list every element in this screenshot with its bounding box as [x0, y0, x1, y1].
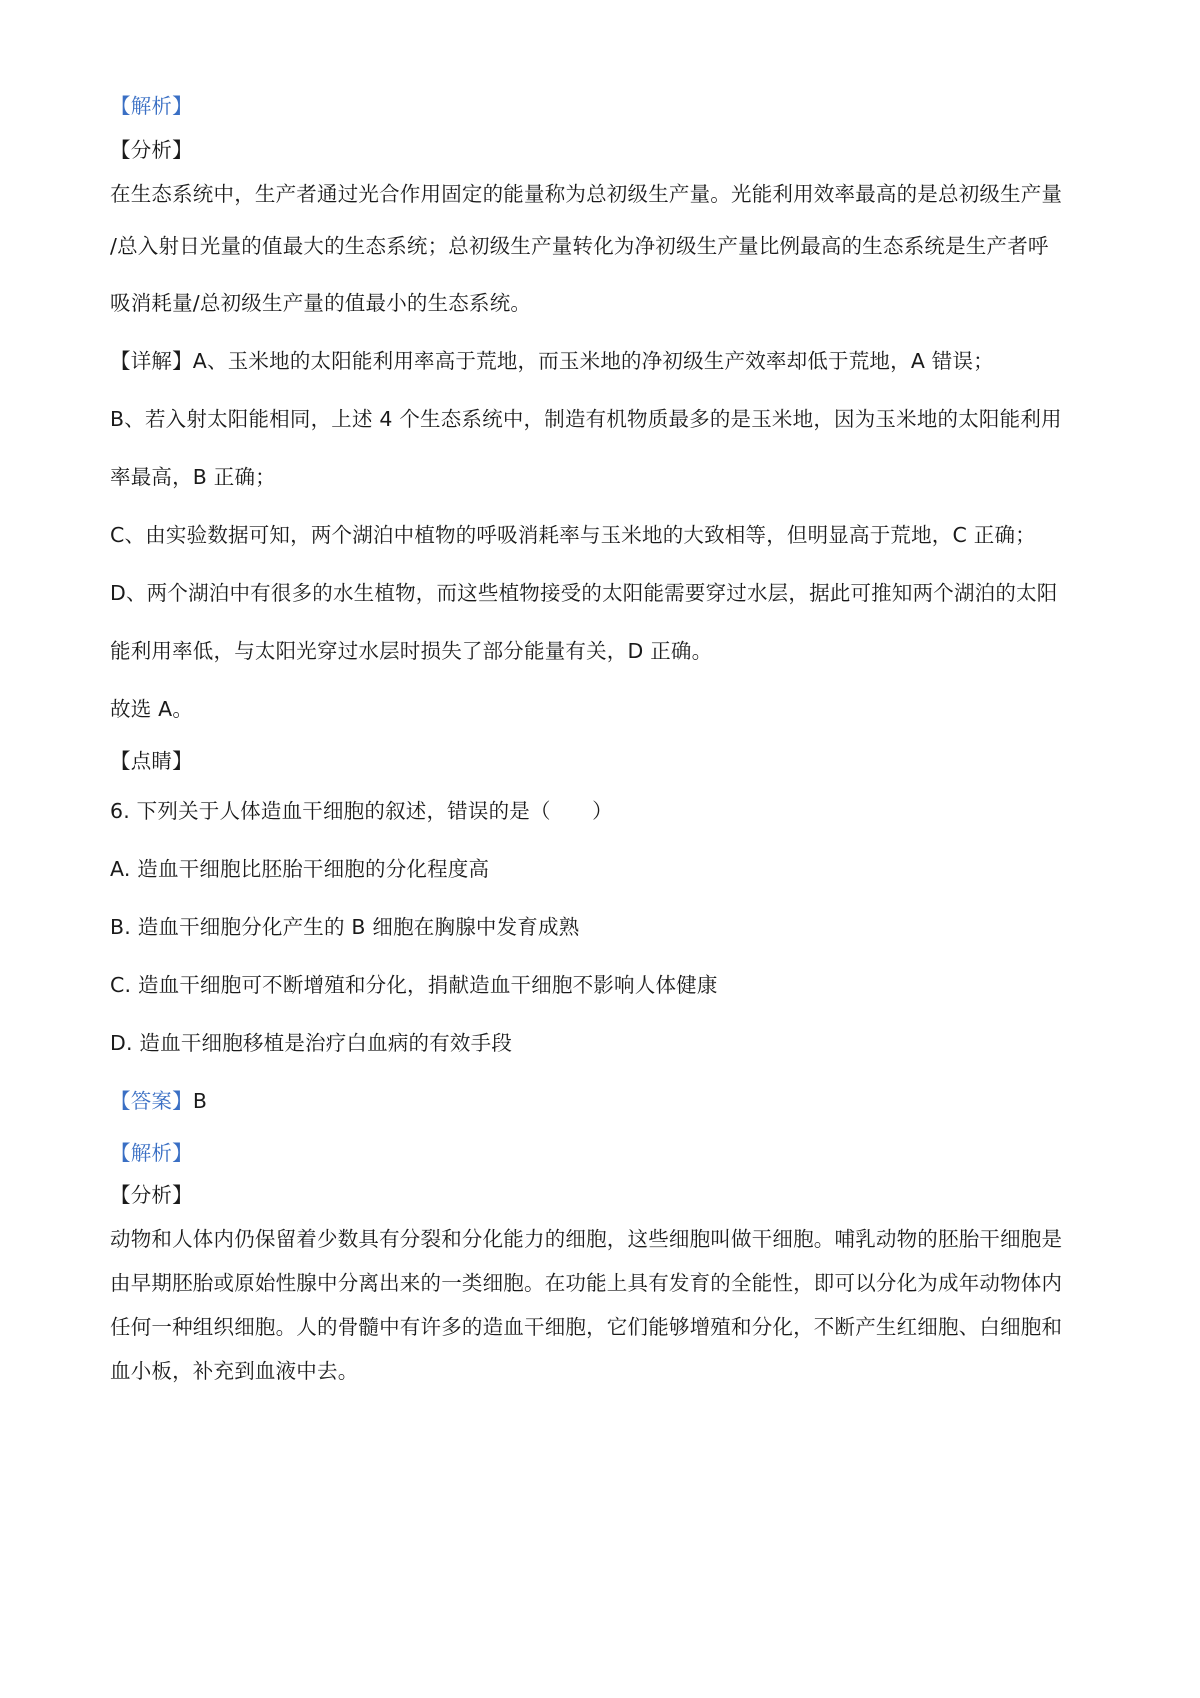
fenxi-paragraph-line-2: 由早期胚胎或原始性腺中分离出来的一类细胞。在功能上具有发育的全能性，即可以分化为成年动物体内 [110, 1271, 1063, 1295]
answer-line [110, 1087, 1100, 1115]
dianjing-heading: 【点睛】 [110, 749, 193, 773]
fenxi-heading: 【分析】 [110, 138, 193, 162]
jiexi-heading: 【解析】 [110, 94, 193, 118]
conclusion-line: 故选 A。 [110, 697, 194, 721]
fenxi-paragraph-line-2: 任何一种组织细胞。人的骨髓中有许多的造血干细胞，它们能够增殖和分化，不断产生红细胞、白细胞和 [110, 1315, 1063, 1339]
option-d: D. 造血干细胞移植是治疗白血病的有效手段 [110, 1031, 513, 1055]
xiangjie-line: 率最高，B 正确； [110, 465, 276, 489]
fenxi-paragraph-line: /总入射日光量的值最大的生态系统；总初级生产量转化为净初级生产量比例最高的生态系统是生产者呼 [110, 234, 1049, 258]
fenxi-paragraph-line-2: 血小板，补充到血液中去。 [110, 1359, 359, 1383]
xiangjie-line: 能利用率低，与太阳光穿过水层时损失了部分能量有关，D 正确。 [110, 639, 713, 663]
option-a: A. 造血干细胞比胚胎干细胞的分化程度高 [110, 857, 490, 881]
xiangjie-line: B、若入射太阳能相同，上述 4 个生态系统中，制造有机物质最多的是玉米地，因为玉米地的太阳能利用 [110, 407, 1062, 431]
fenxi-heading-2: 【分析】 [110, 1183, 193, 1207]
question-stem: 6. 下列关于人体造血干细胞的叙述，错误的是（ ） [110, 799, 613, 823]
fenxi-paragraph-line: 吸消耗量/总初级生产量的值最小的生态系统。 [110, 291, 532, 315]
xiangjie-line: 【详解】A、玉米地的太阳能利用率高于荒地，而玉米地的净初级生产效率却低于荒地，A 错误； [110, 349, 994, 373]
option-c: C. 造血干细胞可不断增殖和分化，捐献造血干细胞不影响人体健康 [110, 973, 718, 997]
answer-label: 【答案】 [110, 1089, 193, 1113]
xiangjie-line: C、由实验数据可知，两个湖泊中植物的呼吸消耗率与玉米地的大致相等，但明显高于荒地，C 正确； [110, 523, 1036, 547]
answer-value: B [192, 1089, 208, 1113]
xiangjie-line: D、两个湖泊中有很多的水生植物，而这些植物接受的太阳能需要穿过水层，据此可推知两个湖泊的太阳 [110, 581, 1058, 605]
fenxi-paragraph-line-2: 动物和人体内仍保留着少数具有分裂和分化能力的细胞，这些细胞叫做干细胞。哺乳动物的胚胎干细胞是 [110, 1227, 1063, 1251]
fenxi-paragraph-line: 在生态系统中，生产者通过光合作用固定的能量称为总初级生产量。光能利用效率最高的是总初级生产量 [110, 182, 1063, 206]
jiexi-heading-2: 【解析】 [110, 1141, 193, 1165]
option-b: B. 造血干细胞分化产生的 B 细胞在胸腺中发育成熟 [110, 915, 580, 939]
